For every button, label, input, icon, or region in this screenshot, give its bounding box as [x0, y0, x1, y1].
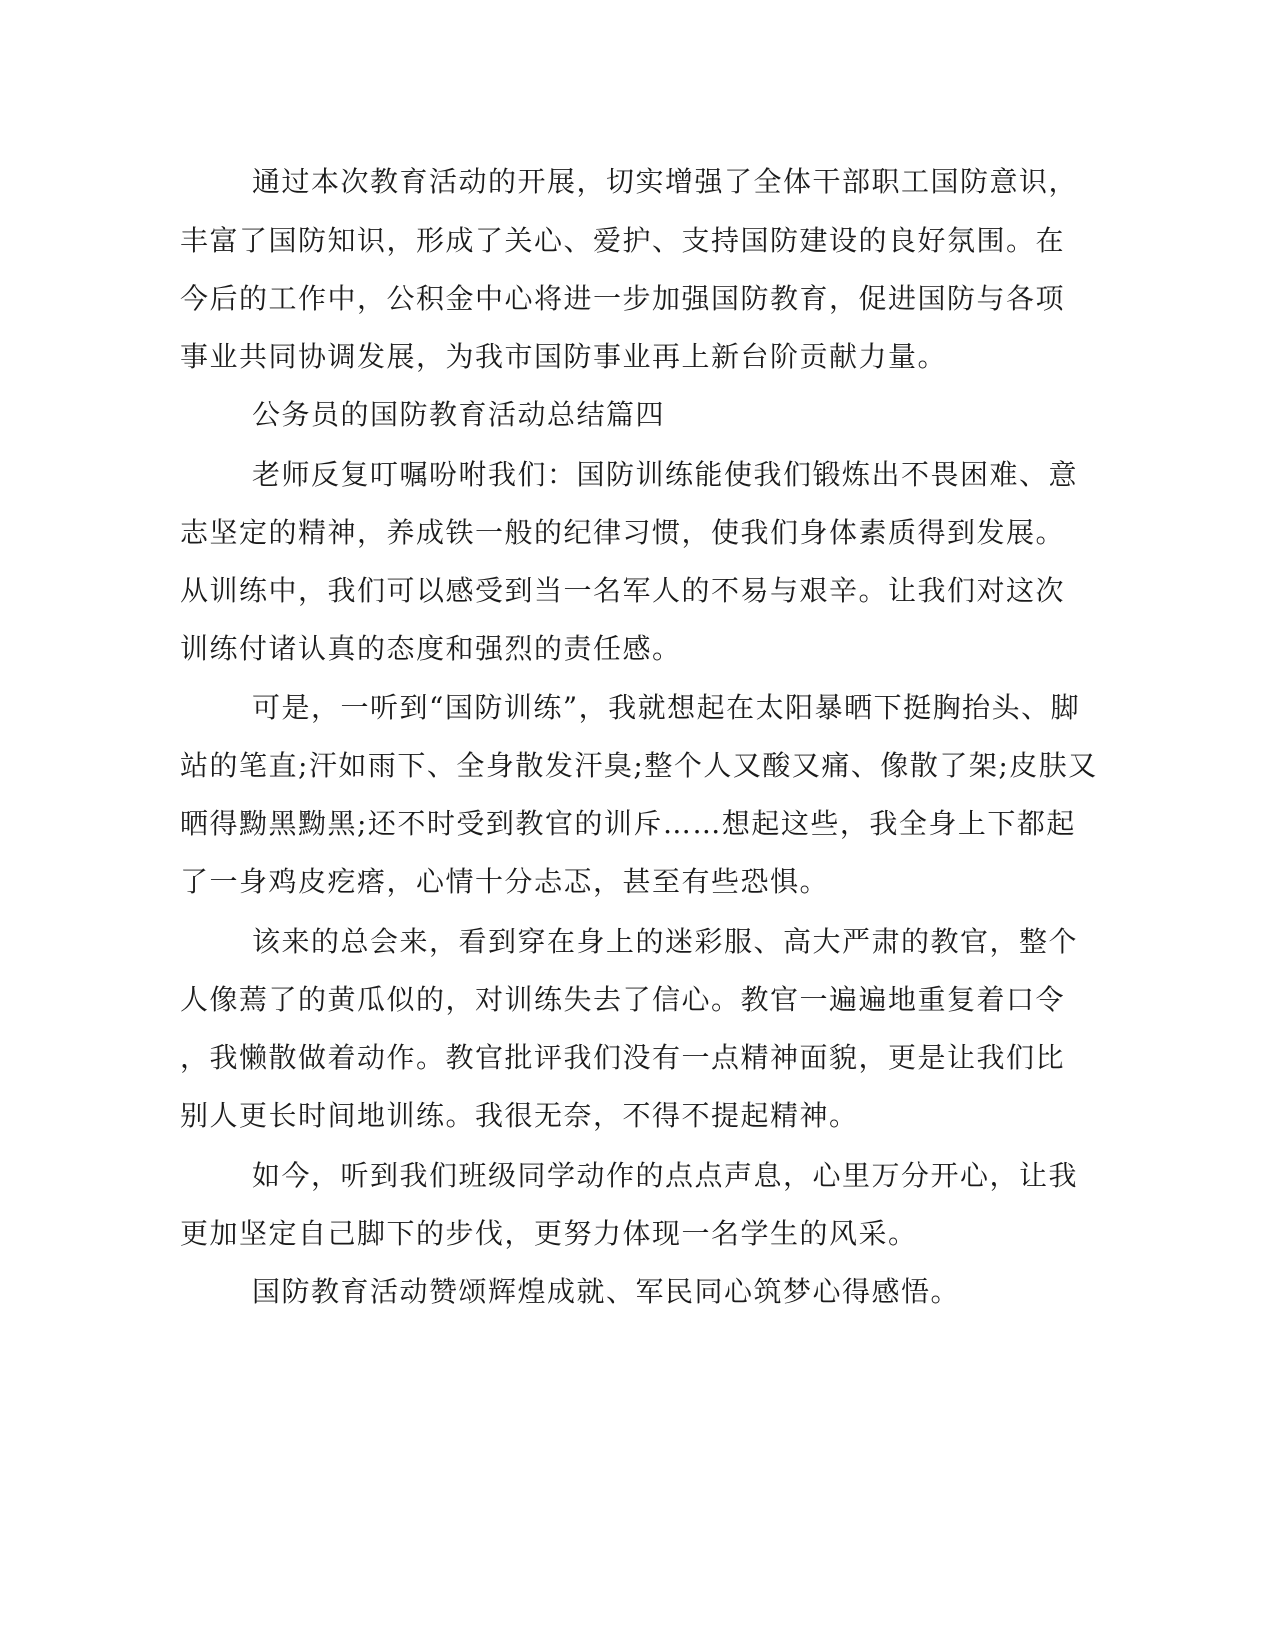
- paragraph-line: 了一身鸡皮疙瘩，心情十分忐忑，甚至有些恐惧。: [180, 865, 830, 898]
- paragraph-line: ，我懒散做着动作。教官批评我们没有一点精神面貌，更是让我们比: [180, 1041, 1066, 1074]
- paragraph-line: 该来的总会来，看到穿在身上的迷彩服、高大严肃的教官，整个: [252, 925, 1079, 958]
- paragraph-line: 志坚定的精神，养成铁一般的纪律习惯，使我们身体素质得到发展。: [180, 516, 1066, 549]
- paragraph-line: 站的笔直;汗如雨下、全身散发汗臭;整个人又酸又痛、像散了架;皮肤又: [180, 749, 1098, 782]
- paragraph-line: 事业共同协调发展，为我市国防事业再上新台阶贡献力量。: [180, 340, 948, 373]
- paragraph-line: 丰富了国防知识，形成了关心、爱护、支持国防建设的良好氛围。在: [180, 224, 1066, 257]
- paragraph-line: 别人更长时间地训练。我很无奈，不得不提起精神。: [180, 1099, 859, 1132]
- section-heading: 公务员的国防教育活动总结篇四: [252, 398, 666, 431]
- paragraph-line: 训练付诸认真的态度和强烈的责任感。: [180, 632, 682, 665]
- paragraph-line: 今后的工作中，公积金中心将进一步加强国防教育，促进国防与各项: [180, 282, 1066, 315]
- paragraph-line: 通过本次教育活动的开展，切实增强了全体干部职工国防意识，: [252, 165, 1079, 198]
- paragraph-line: 可是，一听到“国防训练”，我就想起在太阳暴晒下挺胸抬头、脚: [252, 691, 1081, 724]
- paragraph-line: 晒得黝黑黝黑;还不时受到教官的训斥……想起这些，我全身上下都起: [180, 807, 1076, 840]
- paragraph-line: 如今，听到我们班级同学动作的点点声息，心里万分开心，让我: [252, 1159, 1079, 1192]
- paragraph-line: 老师反复叮嘱吩咐我们：国防训练能使我们锻炼出不畏困难、意: [252, 458, 1079, 491]
- paragraph-line: 人像蔫了的黄瓜似的，对训练失去了信心。教官一遍遍地重复着口令: [180, 983, 1066, 1016]
- paragraph-line: 国防教育活动赞颂辉煌成就、军民同心筑梦心得感悟。: [252, 1275, 961, 1308]
- paragraph-line: 更加坚定自己脚下的步伐，更努力体现一名学生的风采。: [180, 1217, 918, 1250]
- paragraph-line: 从训练中，我们可以感受到当一名军人的不易与艰辛。让我们对这次: [180, 574, 1066, 607]
